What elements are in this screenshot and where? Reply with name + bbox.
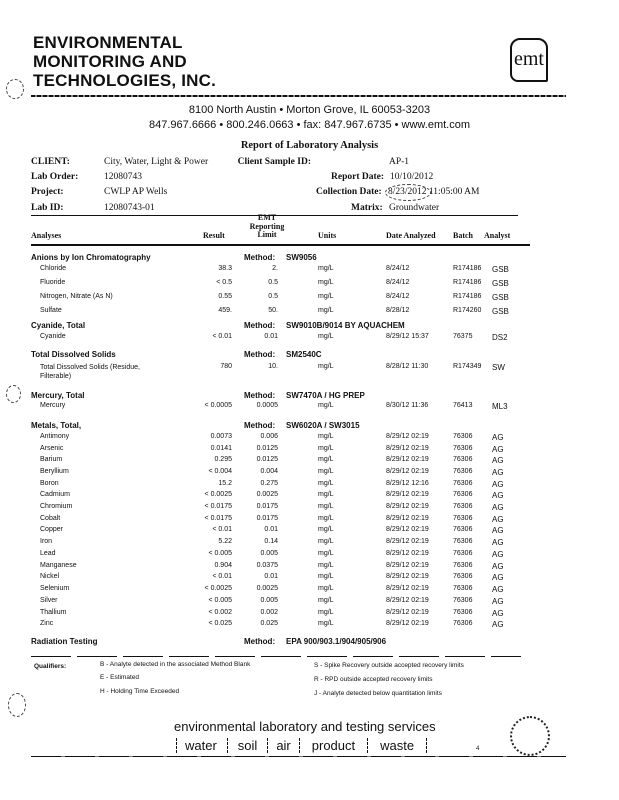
method-label: Method: bbox=[244, 321, 276, 330]
result: 459. bbox=[218, 307, 232, 314]
qualifiers-label: Qualifiers: bbox=[34, 663, 67, 670]
units: mg/L bbox=[318, 433, 334, 440]
client-sample-label: Client Sample ID: bbox=[237, 157, 311, 167]
result: 5.22 bbox=[218, 538, 232, 545]
units: mg/L bbox=[318, 538, 334, 545]
table-row bbox=[0, 265, 619, 277]
analyte: Barium bbox=[40, 456, 63, 463]
units: mg/L bbox=[318, 550, 334, 557]
units: mg/L bbox=[318, 293, 334, 300]
analyte: Cyanide bbox=[40, 333, 66, 340]
date-analyzed: 8/24/12 bbox=[386, 293, 410, 300]
reporting-limit: 0.0025 bbox=[256, 585, 278, 592]
reporting-limit: 2. bbox=[272, 265, 278, 272]
collection-date-label: Collection Date: bbox=[316, 187, 382, 197]
table-row bbox=[0, 573, 619, 585]
table-row bbox=[0, 456, 619, 468]
col-analyst: Analyst bbox=[484, 231, 511, 240]
header-rule bbox=[31, 95, 566, 97]
group-name: Metals, Total, bbox=[31, 421, 82, 430]
method-value: SW9056 bbox=[286, 253, 317, 262]
batch: 76306 bbox=[453, 480, 473, 487]
reporting-limit: 0.025 bbox=[260, 620, 278, 627]
reporting-limit: 0.01 bbox=[264, 573, 278, 580]
date-analyzed: 8/29/12 02:19 bbox=[386, 538, 429, 545]
units: mg/L bbox=[318, 609, 334, 616]
date-analyzed: 8/29/12 02:19 bbox=[386, 456, 429, 463]
result: 38.3 bbox=[218, 265, 232, 272]
batch: R174260 bbox=[453, 307, 482, 314]
method-label: Method: bbox=[244, 637, 276, 646]
table-row bbox=[0, 597, 619, 609]
reporting-limit: 0.0005 bbox=[256, 402, 278, 409]
qualifier-h: H - Holding Time Exceeded bbox=[100, 688, 180, 695]
qualifier-r: R - RPD outside accepted recovery limits bbox=[314, 676, 433, 683]
analyst: AG bbox=[492, 433, 504, 442]
batch: 76306 bbox=[453, 503, 473, 510]
batch: 76306 bbox=[453, 445, 473, 452]
report-date-label: Report Date: bbox=[331, 172, 385, 182]
method-label: Method: bbox=[244, 391, 276, 400]
units: mg/L bbox=[318, 526, 334, 533]
reporting-limit: 0.0175 bbox=[256, 515, 278, 522]
group-name: Total Dissolved Solids bbox=[31, 350, 116, 359]
col-batch: Batch bbox=[453, 231, 473, 240]
result: < 0.01 bbox=[212, 333, 232, 340]
method-value: SW6020A / SW3015 bbox=[286, 421, 360, 430]
col-units: Units bbox=[318, 231, 337, 240]
method-value: SW7470A / HG PREP bbox=[286, 391, 365, 400]
analyte: Lead bbox=[40, 550, 56, 557]
analyst: GSB bbox=[492, 307, 509, 316]
qualifier-b: B - Analyte detected in the associated Method Blank bbox=[100, 661, 251, 668]
batch: 76306 bbox=[453, 609, 473, 616]
col-rl-line: Limit bbox=[257, 230, 277, 239]
analyte: Total Dissolved Solids (Residue, Filterable) bbox=[40, 364, 140, 380]
page-mark: 4 bbox=[476, 746, 480, 752]
company-name-line-2: MONITORING AND bbox=[33, 52, 187, 71]
reporting-limit: 0.005 bbox=[260, 597, 278, 604]
table-row bbox=[0, 491, 619, 503]
batch: 76306 bbox=[453, 456, 473, 463]
batch: R174186 bbox=[453, 265, 482, 272]
analyst: AG bbox=[492, 562, 504, 571]
batch: 76306 bbox=[453, 538, 473, 545]
analyte: Antimony bbox=[40, 433, 70, 440]
date-analyzed: 8/29/12 02:19 bbox=[386, 468, 429, 475]
result: < 0.004 bbox=[208, 468, 232, 475]
result: 15.2 bbox=[218, 480, 232, 487]
date-analyzed: 8/30/12 11:36 bbox=[386, 402, 429, 409]
result: < 0.025 bbox=[208, 620, 232, 627]
date-analyzed: 8/29/12 02:19 bbox=[386, 585, 429, 592]
result: < 0.01 bbox=[212, 526, 232, 533]
result: 0.55 bbox=[218, 293, 232, 300]
units: mg/L bbox=[318, 620, 334, 627]
analyst: AG bbox=[492, 585, 504, 594]
contact-info: 847.967.6666 • 800.246.0663 • fax: 847.967.6735 • www.emt.com bbox=[149, 119, 470, 131]
result: 0.904 bbox=[214, 562, 232, 569]
analyte: Manganese bbox=[40, 562, 77, 569]
batch: R174186 bbox=[453, 279, 482, 286]
lab-order-value: 12080743 bbox=[104, 172, 142, 182]
table-row bbox=[0, 550, 619, 562]
footer-services bbox=[176, 738, 427, 753]
qualifier-e: E - Estimated bbox=[100, 674, 140, 681]
analyst: AG bbox=[492, 526, 504, 535]
col-rl-line: Reporting bbox=[249, 221, 285, 231]
batch: 76306 bbox=[453, 468, 473, 475]
analyte: Beryllium bbox=[40, 468, 69, 475]
batch: 76413 bbox=[453, 402, 473, 409]
lab-id-value: 12080743-01 bbox=[104, 203, 155, 213]
service-air: air bbox=[267, 738, 298, 753]
reporting-limit: 0.275 bbox=[260, 480, 278, 487]
reporting-limit: 0.5 bbox=[268, 293, 278, 300]
batch: R174186 bbox=[453, 293, 482, 300]
reporting-limit: 0.01 bbox=[264, 526, 278, 533]
table-row bbox=[0, 363, 619, 380]
reporting-limit: 0.0125 bbox=[256, 456, 278, 463]
table-row bbox=[0, 402, 619, 414]
analyte: Boron bbox=[40, 480, 59, 487]
address: 8100 North Austin • Morton Grove, IL 60053-3203 bbox=[188, 104, 431, 116]
analyte: Chromium bbox=[40, 503, 73, 510]
analyte: Thallium bbox=[40, 609, 67, 616]
units: mg/L bbox=[318, 573, 334, 580]
reporting-limit: 0.5 bbox=[268, 279, 278, 286]
date-analyzed: 8/29/12 02:19 bbox=[386, 445, 429, 452]
col-reporting-limit bbox=[242, 214, 292, 240]
analyst: AG bbox=[492, 573, 504, 582]
service-waste: waste bbox=[367, 738, 427, 753]
reporting-limit: 0.006 bbox=[260, 433, 278, 440]
units: mg/L bbox=[318, 468, 334, 475]
emt-logo: emt bbox=[510, 38, 548, 82]
company-name-line-3: TECHNOLOGIES, INC. bbox=[33, 71, 217, 90]
batch: 76306 bbox=[453, 573, 473, 580]
analyst: AG bbox=[492, 515, 504, 524]
result: < 0.002 bbox=[208, 609, 232, 616]
report-title: Report of Laboratory Analysis bbox=[240, 140, 379, 151]
date-analyzed: 8/29/12 02:19 bbox=[386, 550, 429, 557]
client-label: CLIENT: bbox=[31, 157, 70, 167]
batch: 76306 bbox=[453, 550, 473, 557]
table-row bbox=[0, 503, 619, 515]
client-value: City, Water, Light & Power bbox=[104, 157, 209, 167]
analyte: Fluoride bbox=[40, 279, 66, 286]
result: < 0.0025 bbox=[204, 491, 232, 498]
date-analyzed: 8/28/12 11:30 bbox=[386, 363, 429, 370]
date-analyzed: 8/29/12 15:37 bbox=[386, 333, 429, 340]
table-row bbox=[0, 620, 619, 632]
date-analyzed: 8/28/12 bbox=[386, 307, 410, 314]
batch: 76306 bbox=[453, 585, 473, 592]
units: mg/L bbox=[318, 402, 334, 409]
batch: 76306 bbox=[453, 620, 473, 627]
report-date-value: 10/10/2012 bbox=[390, 172, 434, 182]
analyte: Cobalt bbox=[40, 515, 61, 522]
analyst: AG bbox=[492, 538, 504, 547]
method-value: SM2540C bbox=[286, 350, 322, 359]
analyte: Zinc bbox=[40, 620, 54, 627]
stamp-mark-icon bbox=[6, 385, 21, 403]
analyte: Chloride bbox=[40, 265, 67, 272]
col-analyses: Analyses bbox=[31, 231, 62, 240]
table-row bbox=[0, 307, 619, 319]
qualifier-s: S - Spike Recovery outside accepted recovery limits bbox=[314, 662, 464, 669]
col-rl-line: EMT bbox=[257, 213, 277, 222]
footer-tagline: environmental laboratory and testing services bbox=[174, 719, 436, 734]
table-row bbox=[0, 293, 619, 305]
units: mg/L bbox=[318, 307, 334, 314]
date-analyzed: 8/29/12 02:19 bbox=[386, 433, 429, 440]
footer-rule bbox=[31, 756, 566, 757]
batch: 76306 bbox=[453, 597, 473, 604]
result: < 0.005 bbox=[208, 597, 232, 604]
accreditation-seal-icon bbox=[510, 716, 550, 756]
units: mg/L bbox=[318, 279, 334, 286]
units: mg/L bbox=[318, 585, 334, 592]
result: < 0.0025 bbox=[204, 585, 232, 592]
client-sample-value: AP-1 bbox=[389, 157, 410, 167]
table-row bbox=[0, 433, 619, 445]
analyst: SW bbox=[492, 363, 505, 372]
reporting-limit: 0.002 bbox=[260, 609, 278, 616]
units: mg/L bbox=[318, 265, 334, 272]
result: < 0.5 bbox=[216, 279, 232, 286]
date-analyzed: 8/24/12 bbox=[386, 279, 410, 286]
col-result: Result bbox=[203, 231, 225, 240]
analyte: Sulfate bbox=[40, 307, 62, 314]
reporting-limit: 0.14 bbox=[264, 538, 278, 545]
analyte: Mercury bbox=[40, 402, 66, 409]
analyte: Nickel bbox=[40, 573, 60, 580]
stamp-mark-icon bbox=[6, 79, 24, 99]
result: 780 bbox=[220, 363, 232, 370]
reporting-limit: 0.0025 bbox=[256, 491, 278, 498]
units: mg/L bbox=[318, 491, 334, 498]
project-value: CWLP AP Wells bbox=[104, 187, 168, 197]
batch: 76306 bbox=[453, 433, 473, 440]
result: 0.295 bbox=[214, 456, 232, 463]
analyst: GSB bbox=[492, 293, 509, 302]
result: < 0.0175 bbox=[204, 515, 232, 522]
reporting-limit: 0.004 bbox=[260, 468, 278, 475]
method-label: Method: bbox=[244, 253, 276, 262]
analyte: Silver bbox=[40, 597, 58, 604]
table-row bbox=[0, 468, 619, 480]
analyte: Cadmium bbox=[40, 491, 70, 498]
units: mg/L bbox=[318, 445, 334, 452]
group-name: Cyanide, Total bbox=[31, 321, 86, 330]
col-date-analyzed: Date Analyzed bbox=[386, 231, 436, 240]
units: mg/L bbox=[318, 480, 334, 487]
method-value: SW9010B/9014 BY AQUACHEM bbox=[286, 321, 405, 330]
analyst: AG bbox=[492, 620, 504, 629]
reporting-limit: 0.005 bbox=[260, 550, 278, 557]
analyte: Arsenic bbox=[40, 445, 64, 452]
matrix-value: Groundwater bbox=[389, 203, 440, 213]
batch: R174349 bbox=[453, 363, 482, 370]
qualifier-j: J - Analyte detected below quantitation limits bbox=[314, 690, 442, 697]
batch: 76306 bbox=[453, 526, 473, 533]
date-analyzed: 8/29/12 02:19 bbox=[386, 526, 429, 533]
date-analyzed: 8/29/12 02:19 bbox=[386, 597, 429, 604]
result: 0.0073 bbox=[210, 433, 232, 440]
analyst: GSB bbox=[492, 279, 509, 288]
date-analyzed: 8/29/12 02:19 bbox=[386, 562, 429, 569]
method-label: Method: bbox=[244, 350, 276, 359]
lab-order-label: Lab Order: bbox=[31, 172, 79, 182]
batch: 76375 bbox=[453, 333, 473, 340]
analyte: Nitrogen, Nitrate (As N) bbox=[40, 293, 113, 300]
date-analyzed: 8/29/12 02:19 bbox=[386, 620, 429, 627]
matrix-label: Matrix: bbox=[351, 203, 383, 213]
units: mg/L bbox=[318, 597, 334, 604]
units: mg/L bbox=[318, 333, 334, 340]
analyst: AG bbox=[492, 550, 504, 559]
result: < 0.01 bbox=[212, 573, 232, 580]
analyst: ML3 bbox=[492, 402, 508, 411]
reporting-limit: 0.0375 bbox=[256, 562, 278, 569]
date-analyzed: 8/29/12 02:19 bbox=[386, 503, 429, 510]
date-analyzed: 8/24/12 bbox=[386, 265, 410, 272]
method-label: Method: bbox=[244, 421, 276, 430]
group-name: Anions by Ion Chromatography bbox=[31, 253, 151, 262]
group-name: Mercury, Total bbox=[31, 391, 85, 400]
analyte: Iron bbox=[40, 538, 53, 545]
batch: 76306 bbox=[453, 491, 473, 498]
date-analyzed: 8/29/12 02:19 bbox=[386, 573, 429, 580]
analyst: GSB bbox=[492, 265, 509, 274]
reporting-limit: 0.0175 bbox=[256, 503, 278, 510]
reporting-limit: 10. bbox=[268, 363, 278, 370]
table-row bbox=[0, 279, 619, 291]
units: mg/L bbox=[318, 515, 334, 522]
analyte: Copper bbox=[40, 526, 63, 533]
reporting-limit: 0.01 bbox=[264, 333, 278, 340]
lab-id-label: Lab ID: bbox=[31, 203, 64, 213]
result: 0.0141 bbox=[210, 445, 232, 452]
result: < 0.0175 bbox=[204, 503, 232, 510]
service-product: product bbox=[299, 738, 367, 753]
date-analyzed: 8/29/12 02:19 bbox=[386, 609, 429, 616]
group-name: Radiation Testing bbox=[31, 637, 98, 646]
result: < 0.0005 bbox=[204, 402, 232, 409]
units: mg/L bbox=[318, 503, 334, 510]
method-value: EPA 900/903.1/904/905/906 bbox=[286, 637, 387, 646]
analyst: AG bbox=[492, 468, 504, 477]
units: mg/L bbox=[318, 363, 334, 370]
hand-circle-mark bbox=[385, 184, 431, 201]
batch: 76306 bbox=[453, 515, 473, 522]
analyst: AG bbox=[492, 491, 504, 500]
project-label: Project: bbox=[31, 187, 64, 197]
reporting-limit: 0.0125 bbox=[256, 445, 278, 452]
table-row bbox=[0, 526, 619, 538]
date-analyzed: 8/29/12 02:19 bbox=[386, 491, 429, 498]
analyst: DS2 bbox=[492, 333, 508, 342]
analyte: Selenium bbox=[40, 585, 70, 592]
batch: 76306 bbox=[453, 562, 473, 569]
units: mg/L bbox=[318, 456, 334, 463]
table-row bbox=[0, 585, 619, 597]
analyst: AG bbox=[492, 456, 504, 465]
qualifiers-divider bbox=[31, 656, 521, 657]
service-water: water bbox=[176, 738, 227, 753]
table-row bbox=[0, 333, 619, 345]
reporting-limit: 50. bbox=[268, 307, 278, 314]
stamp-mark-icon bbox=[8, 693, 26, 717]
analyst: AG bbox=[492, 480, 504, 489]
result: < 0.005 bbox=[208, 550, 232, 557]
analyst: AG bbox=[492, 597, 504, 606]
analyst: AG bbox=[492, 609, 504, 618]
header-divider bbox=[31, 244, 530, 246]
table-row bbox=[0, 538, 619, 550]
units: mg/L bbox=[318, 562, 334, 569]
company-name-line-1: ENVIRONMENTAL bbox=[33, 33, 183, 52]
analyst: AG bbox=[492, 445, 504, 454]
analyst: AG bbox=[492, 503, 504, 512]
date-analyzed: 8/29/12 12:16 bbox=[386, 480, 429, 487]
service-soil: soil bbox=[227, 738, 268, 753]
collection-date-value: 8/23/2012 11:05:00 AM bbox=[388, 187, 480, 197]
date-analyzed: 8/29/12 02:19 bbox=[386, 515, 429, 522]
